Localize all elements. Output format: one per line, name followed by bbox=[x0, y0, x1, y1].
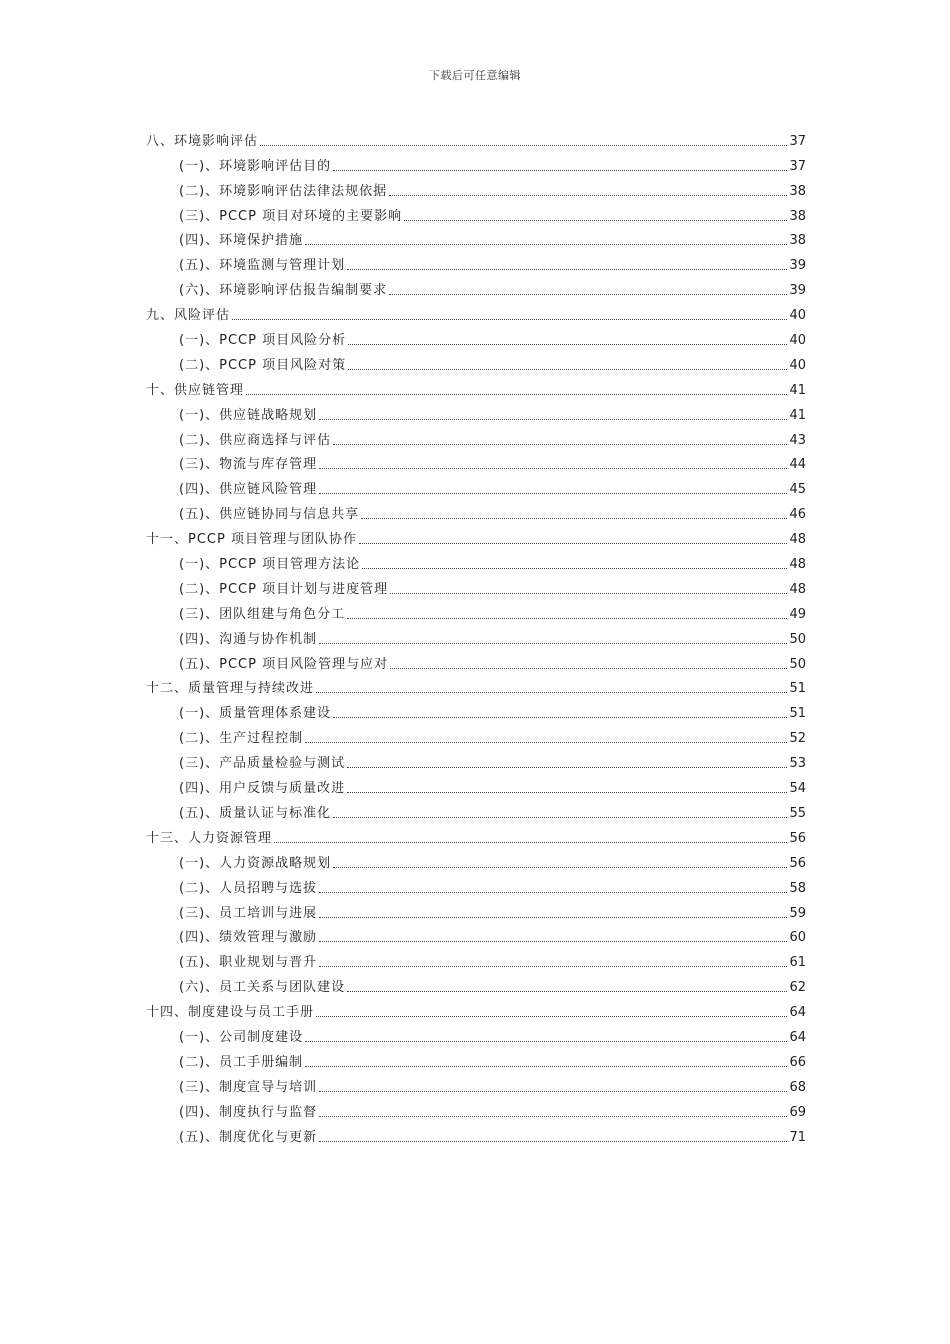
toc-entry-label: (三)、物流与库存管理 bbox=[179, 457, 318, 473]
toc-dot-leader bbox=[333, 444, 787, 445]
toc-entry-label: (五)、供应链协同与信息共享 bbox=[179, 507, 360, 523]
toc-section-entry[interactable] bbox=[146, 249, 806, 274]
toc-page-number: 38 bbox=[789, 208, 806, 224]
toc-page-number: 56 bbox=[789, 830, 806, 846]
toc-section-entry[interactable] bbox=[146, 200, 806, 225]
toc-page-number: 53 bbox=[789, 756, 806, 772]
toc-page-number: 71 bbox=[789, 1129, 806, 1145]
toc-section-entry[interactable] bbox=[146, 697, 806, 722]
toc-section-entry[interactable] bbox=[146, 473, 806, 498]
toc-dot-leader bbox=[390, 668, 787, 669]
toc-section-entry[interactable] bbox=[146, 598, 806, 623]
toc-dot-leader bbox=[319, 1091, 787, 1092]
toc-dot-leader bbox=[347, 792, 787, 793]
toc-dot-leader bbox=[319, 468, 787, 469]
toc-chapter-entry[interactable] bbox=[146, 673, 806, 698]
toc-dot-leader bbox=[319, 493, 787, 494]
toc-entry-label: 十四、制度建设与员工手册 bbox=[146, 1005, 315, 1021]
toc-section-entry[interactable] bbox=[146, 150, 806, 175]
toc-page-number: 64 bbox=[789, 1005, 806, 1021]
toc-section-entry[interactable] bbox=[146, 424, 806, 449]
toc-page-number: 60 bbox=[789, 930, 806, 946]
toc-entry-label: (二)、PCCP 项目风险对策 bbox=[179, 357, 347, 373]
toc-dot-leader bbox=[316, 1016, 787, 1017]
toc-section-entry[interactable] bbox=[146, 946, 806, 971]
toc-entry-label: (二)、环境影响评估法律法规依据 bbox=[179, 183, 388, 199]
toc-section-entry[interactable] bbox=[146, 1121, 806, 1146]
toc-entry-label: (五)、制度优化与更新 bbox=[179, 1129, 318, 1145]
toc-entry-label: (三)、产品质量检验与测试 bbox=[179, 756, 346, 772]
toc-page-number: 46 bbox=[789, 507, 806, 523]
toc-chapter-entry[interactable] bbox=[146, 822, 806, 847]
toc-page-number: 37 bbox=[789, 158, 806, 174]
toc-section-entry[interactable] bbox=[146, 548, 806, 573]
toc-page-number: 38 bbox=[789, 183, 806, 199]
toc-entry-label: (五)、环境监测与管理计划 bbox=[179, 258, 346, 274]
toc-page-number: 68 bbox=[789, 1079, 806, 1095]
toc-page-number: 66 bbox=[789, 1054, 806, 1070]
toc-page-number: 62 bbox=[789, 980, 806, 996]
page-header: 下载后可任意编辑 bbox=[429, 69, 521, 82]
toc-entry-label: (六)、员工关系与团队建设 bbox=[179, 980, 346, 996]
toc-page-number: 37 bbox=[789, 133, 806, 149]
toc-section-entry[interactable] bbox=[146, 324, 806, 349]
toc-entry-label: (一)、公司制度建设 bbox=[179, 1029, 304, 1045]
toc-chapter-entry[interactable] bbox=[146, 523, 806, 548]
toc-page-number: 39 bbox=[789, 258, 806, 274]
toc-dot-leader bbox=[347, 767, 787, 768]
toc-section-entry[interactable] bbox=[146, 349, 806, 374]
toc-dot-leader bbox=[305, 742, 787, 743]
toc-section-entry[interactable] bbox=[146, 772, 806, 797]
table-of-contents bbox=[146, 125, 806, 1146]
toc-entry-label: (四)、绩效管理与激励 bbox=[179, 930, 318, 946]
toc-page-number: 51 bbox=[789, 706, 806, 722]
toc-dot-leader bbox=[359, 543, 787, 544]
toc-section-entry[interactable] bbox=[146, 274, 806, 299]
toc-section-entry[interactable] bbox=[146, 847, 806, 872]
toc-page-number: 55 bbox=[789, 805, 806, 821]
toc-dot-leader bbox=[260, 145, 787, 146]
toc-page-number: 48 bbox=[789, 581, 806, 597]
toc-section-entry[interactable] bbox=[146, 175, 806, 200]
toc-entry-label: (六)、环境影响评估报告编制要求 bbox=[179, 283, 388, 299]
toc-page-number: 59 bbox=[789, 905, 806, 921]
toc-dot-leader bbox=[333, 867, 787, 868]
toc-entry-label: (四)、环境保护措施 bbox=[179, 233, 304, 249]
toc-page-number: 61 bbox=[789, 955, 806, 971]
toc-page-number: 69 bbox=[789, 1104, 806, 1120]
toc-entry-label: (三)、员工培训与进展 bbox=[179, 905, 318, 921]
toc-entry-label: 十一、PCCP 项目管理与团队协作 bbox=[146, 532, 357, 548]
toc-entry-label: (二)、PCCP 项目计划与进度管理 bbox=[179, 581, 389, 597]
toc-dot-leader bbox=[319, 419, 787, 420]
toc-entry-label: 十二、质量管理与持续改进 bbox=[146, 681, 315, 697]
toc-section-entry[interactable] bbox=[146, 1071, 806, 1096]
toc-section-entry[interactable] bbox=[146, 747, 806, 772]
toc-entry-label: (二)、生产过程控制 bbox=[179, 731, 304, 747]
toc-dot-leader bbox=[361, 518, 787, 519]
toc-section-entry[interactable] bbox=[146, 897, 806, 922]
toc-entry-label: (四)、制度执行与监督 bbox=[179, 1104, 318, 1120]
toc-dot-leader bbox=[362, 568, 787, 569]
toc-page-number: 48 bbox=[789, 557, 806, 573]
toc-section-entry[interactable] bbox=[146, 1096, 806, 1121]
toc-dot-leader bbox=[319, 966, 787, 967]
toc-page-number: 49 bbox=[789, 606, 806, 622]
toc-section-entry[interactable] bbox=[146, 971, 806, 996]
toc-dot-leader bbox=[347, 269, 787, 270]
toc-entry-label: 八、环境影响评估 bbox=[146, 133, 259, 149]
toc-page-number: 38 bbox=[789, 233, 806, 249]
toc-dot-leader bbox=[319, 1141, 787, 1142]
toc-entry-label: (四)、沟通与协作机制 bbox=[179, 631, 318, 647]
toc-dot-leader bbox=[274, 842, 787, 843]
toc-entry-label: (四)、供应链风险管理 bbox=[179, 482, 318, 498]
toc-page-number: 40 bbox=[789, 357, 806, 373]
toc-page-number: 40 bbox=[789, 333, 806, 349]
toc-section-entry[interactable] bbox=[146, 797, 806, 822]
toc-dot-leader bbox=[319, 941, 787, 942]
toc-page-number: 56 bbox=[789, 855, 806, 871]
toc-entry-label: (三)、制度宣导与培训 bbox=[179, 1079, 318, 1095]
toc-dot-leader bbox=[305, 244, 787, 245]
toc-dot-leader bbox=[348, 344, 787, 345]
toc-entry-label: (一)、PCCP 项目风险分析 bbox=[179, 333, 347, 349]
toc-entry-label: (三)、PCCP 项目对环境的主要影响 bbox=[179, 208, 403, 224]
toc-entry-label: (一)、PCCP 项目管理方法论 bbox=[179, 557, 361, 573]
toc-page-number: 41 bbox=[789, 407, 806, 423]
toc-entry-label: 九、风险评估 bbox=[146, 308, 231, 324]
toc-dot-leader bbox=[319, 1116, 787, 1117]
toc-dot-leader bbox=[333, 817, 787, 818]
toc-page-number: 40 bbox=[789, 308, 806, 324]
toc-entry-label: (五)、质量认证与标准化 bbox=[179, 805, 332, 821]
toc-dot-leader bbox=[232, 319, 787, 320]
toc-dot-leader bbox=[316, 692, 787, 693]
toc-entry-label: 十、供应链管理 bbox=[146, 382, 245, 398]
toc-dot-leader bbox=[333, 717, 787, 718]
toc-page-number: 45 bbox=[789, 482, 806, 498]
toc-section-entry[interactable] bbox=[146, 872, 806, 897]
toc-entry-label: (三)、团队组建与角色分工 bbox=[179, 606, 346, 622]
toc-dot-leader bbox=[305, 1041, 787, 1042]
toc-dot-leader bbox=[319, 892, 787, 893]
toc-page-number: 58 bbox=[789, 880, 806, 896]
toc-page-number: 50 bbox=[789, 631, 806, 647]
toc-dot-leader bbox=[305, 1066, 787, 1067]
toc-dot-leader bbox=[319, 917, 787, 918]
toc-entry-label: (二)、供应商选择与评估 bbox=[179, 432, 332, 448]
toc-chapter-entry[interactable] bbox=[146, 374, 806, 399]
toc-dot-leader bbox=[333, 170, 787, 171]
toc-entry-label: 十三、人力资源管理 bbox=[146, 830, 273, 846]
toc-dot-leader bbox=[347, 618, 787, 619]
toc-entry-label: (一)、供应链战略规划 bbox=[179, 407, 318, 423]
toc-entry-label: (五)、PCCP 项目风险管理与应对 bbox=[179, 656, 389, 672]
toc-section-entry[interactable] bbox=[146, 225, 806, 250]
toc-dot-leader bbox=[319, 643, 787, 644]
toc-entry-label: (一)、环境影响评估目的 bbox=[179, 158, 332, 174]
toc-page-number: 44 bbox=[789, 457, 806, 473]
toc-entry-label: (二)、员工手册编制 bbox=[179, 1054, 304, 1070]
toc-section-entry[interactable] bbox=[146, 922, 806, 947]
toc-dot-leader bbox=[404, 220, 787, 221]
toc-page-number: 54 bbox=[789, 781, 806, 797]
toc-page-number: 48 bbox=[789, 532, 806, 548]
toc-section-entry[interactable] bbox=[146, 1046, 806, 1071]
toc-entry-label: (四)、用户反馈与质量改进 bbox=[179, 781, 346, 797]
toc-page-number: 64 bbox=[789, 1029, 806, 1045]
toc-chapter-entry[interactable] bbox=[146, 125, 806, 150]
toc-entry-label: (一)、质量管理体系建设 bbox=[179, 706, 332, 722]
toc-page-number: 43 bbox=[789, 432, 806, 448]
toc-section-entry[interactable] bbox=[146, 498, 806, 523]
toc-page-number: 41 bbox=[789, 382, 806, 398]
toc-chapter-entry[interactable] bbox=[146, 996, 806, 1021]
toc-section-entry[interactable] bbox=[146, 573, 806, 598]
toc-dot-leader bbox=[389, 294, 787, 295]
toc-dot-leader bbox=[389, 195, 787, 196]
toc-section-entry[interactable] bbox=[146, 1021, 806, 1046]
toc-chapter-entry[interactable] bbox=[146, 299, 806, 324]
toc-page-number: 39 bbox=[789, 283, 806, 299]
toc-dot-leader bbox=[390, 593, 787, 594]
toc-dot-leader bbox=[347, 991, 787, 992]
toc-entry-label: (二)、人员招聘与选拔 bbox=[179, 880, 318, 896]
toc-page-number: 52 bbox=[789, 731, 806, 747]
toc-dot-leader bbox=[348, 369, 787, 370]
toc-section-entry[interactable] bbox=[146, 648, 806, 673]
toc-section-entry[interactable] bbox=[146, 449, 806, 474]
toc-entry-label: (一)、人力资源战略规划 bbox=[179, 855, 332, 871]
toc-page-number: 50 bbox=[789, 656, 806, 672]
toc-section-entry[interactable] bbox=[146, 722, 806, 747]
toc-page-number: 51 bbox=[789, 681, 806, 697]
toc-entry-label: (五)、职业规划与晋升 bbox=[179, 955, 318, 971]
toc-dot-leader bbox=[246, 394, 787, 395]
toc-section-entry[interactable] bbox=[146, 623, 806, 648]
toc-section-entry[interactable] bbox=[146, 399, 806, 424]
